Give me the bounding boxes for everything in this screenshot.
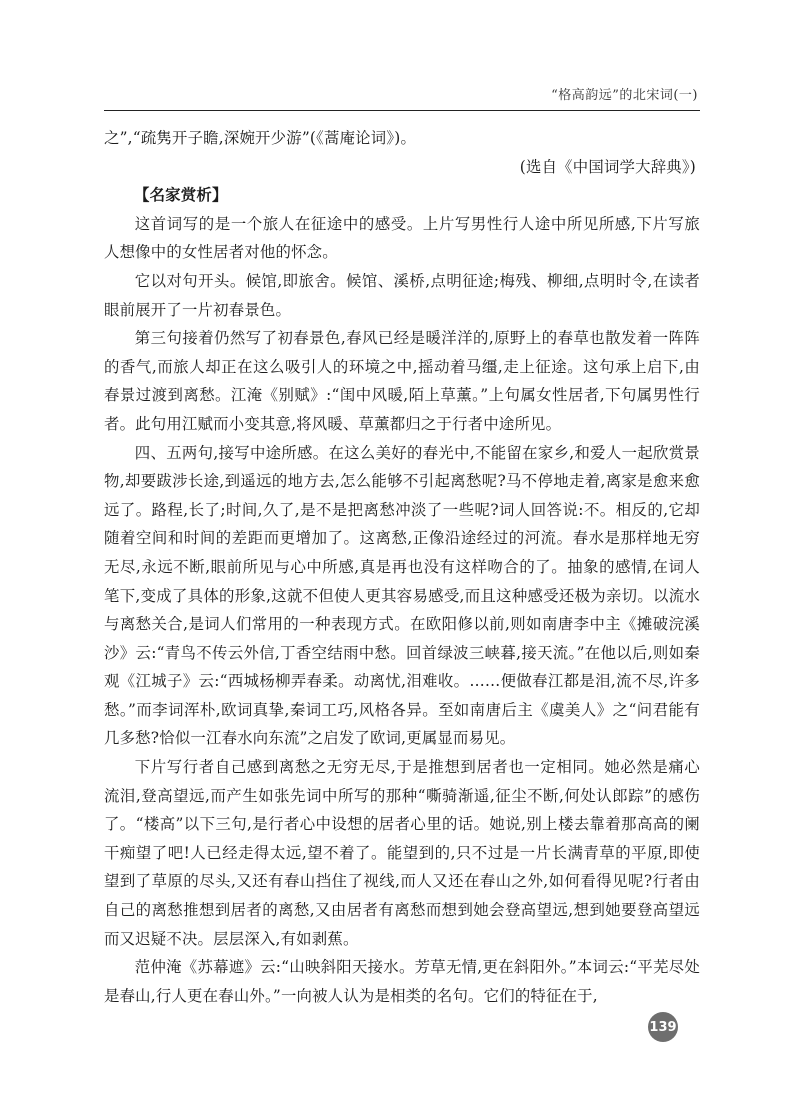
paragraph: 四、五两句,接写中途所感。在这么美好的春光中,不能留在家乡,和爱人一起欣赏景物,却要跋涉长途,到遥远的地方去,怎么能够不引起离愁呢?马不停地走着,离家是愈来愈远了。路程,长了;时间,久了,是不是把离愁冲淡了一些呢?词人回答说:不。相反的,它却随着空间和时间的差距而更增加了。这离愁,正像沿途经过的河流。春水是那样地无穷无尽,永远不断,眼前所见与心中所感,真是再也没有这样吻合的了。抽象的感情,在词人笔下,变成了具体的形象,这就不但使人更其容易感受,而且这种感受还极为亲切。以流水与离愁关合,是词人们常用的一种表现方式。在欧阳修以前,则如南唐李中主《摊破浣溪沙》云:“青鸟不传云外信,丁香空结雨中愁。回首绿波三峡暮,接天流。”在他以后,则如秦观《江城子》云:“西城杨柳弄春柔。动离忧,泪难收。……便做春江都是泪,流不尽,许多愁。”而李词浑朴,欧词真挚,秦词工巧,风格各异。至如南唐后主《虞美人》之“问君能有几多愁?恰似一江春水向东流”之启发了欧词,更属显而易见。 bbox=[104, 443, 700, 748]
header-rule bbox=[104, 110, 700, 111]
paragraph: 它以对句开头。候馆,即旅舍。候馆、溪桥,点明征途;梅残、柳细,点明时令,在读者眼前展开了一片初春景色。 bbox=[104, 271, 700, 319]
page-body bbox=[104, 124, 700, 1010]
source-citation: (选自《中国词学大辞典》) bbox=[519, 157, 696, 176]
paragraph: 这首词写的是一个旅人在征途中的感受。上片写男性行人途中所见所感,下片写旅人想像中的女性居者对他的怀念。 bbox=[104, 214, 700, 262]
section-title: 【名家赏析】 bbox=[134, 186, 228, 205]
running-header: “格高韵远”的北宋词(一) bbox=[551, 88, 698, 103]
paragraph: 下片写行者自己感到离愁之无穷无尽,于是推想到居者也一定相同。她必然是痛心流泪,登高望远,而产生如张先词中所写的那种“嘶骑渐遥,征尘不断,何处认郎踪”的感伤了。“楼高”以下三句,是行者心中设想的居者心里的话。她说,别上楼去靠着那高高的阑干痴望了吧!人已经走得太远,望不着了。能望到的,只不过是一片长满青草的平原,即使望到了草原的尽头,又还有春山挡住了视线,而人又还在春山之外,如何看得见呢?行者由自己的离愁推想到居者的离愁,又由居者有离愁而想到她会登高望远,想到她要登高望远而又迟疑不决。层层深入,有如剥蕉。 bbox=[104, 758, 700, 948]
paragraph: 第三句接着仍然写了初春景色,春风已经是暖洋洋的,原野上的春草也散发着一阵阵的香气,而旅人却正在这么吸引人的环境之中,摇动着马缰,走上征途。这句承上启下,由春景过渡到离愁。江淹《别赋》:“闺中风暖,陌上草薰。”上句属女性居者,下句属男性行者。此句用江赋而小变其意,将风暖、草薰都归之于行者中途所见。 bbox=[104, 329, 700, 433]
paragraph: 范仲淹《苏幕遮》云:“山映斜阳天接水。芳草无情,更在斜阳外。”本词云:“平芜尽处是春山,行人更在春山外。”一向被人认为是相类的名句。它们的特征在于, bbox=[104, 958, 700, 1005]
page-number-badge: 139 bbox=[648, 1012, 678, 1042]
lead-text: 之”,“疏隽开子瞻,深婉开少游”(《蒿庵论词》)。 bbox=[104, 129, 417, 147]
